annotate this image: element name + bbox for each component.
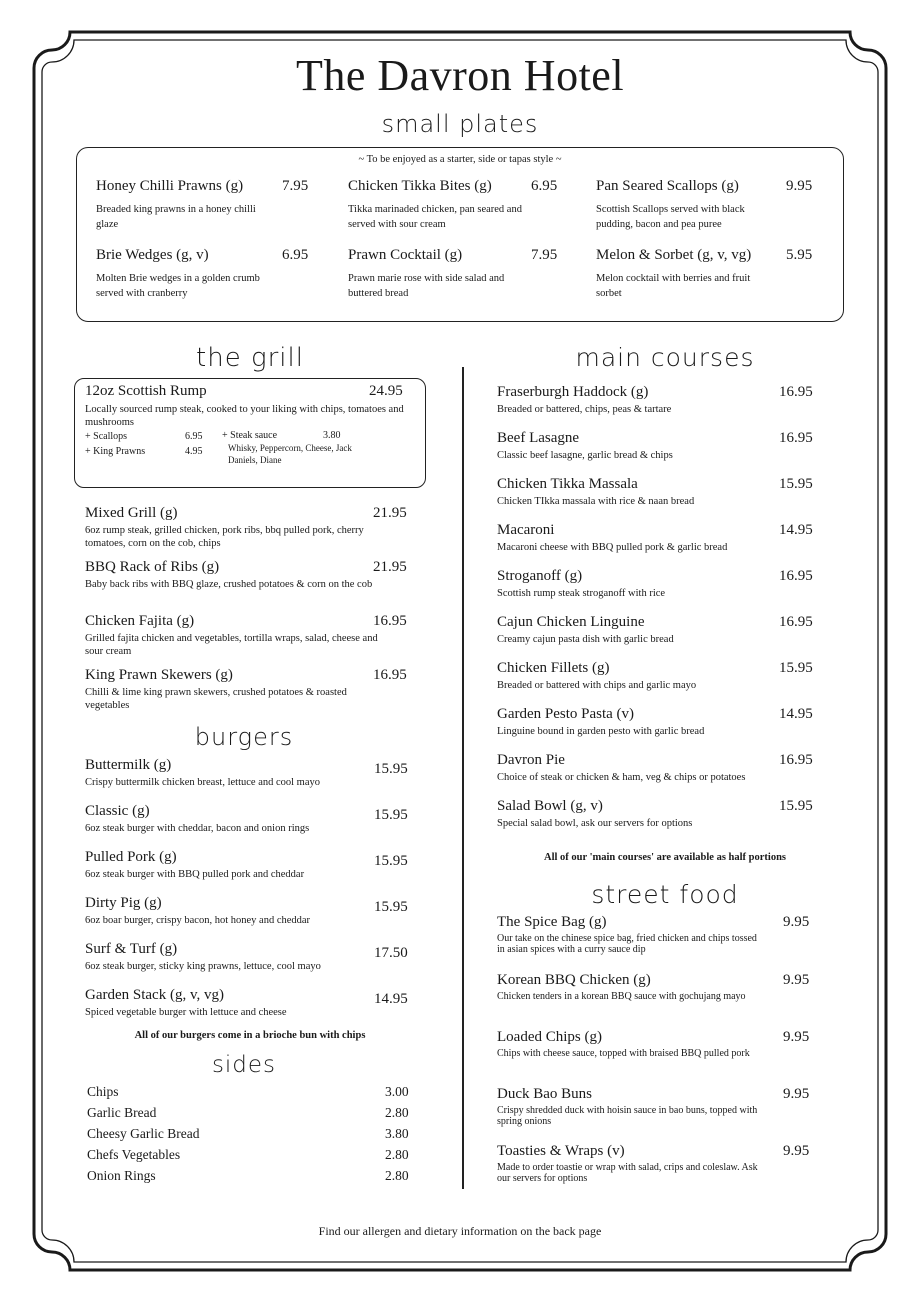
item-name: Honey Chilli Prawns (g) [96, 178, 244, 194]
item-name: Korean BBQ Chicken (g) [497, 972, 651, 988]
item-description: Crispy shredded duck with hoisin sauce in bao buns, topped with spring onions [497, 1105, 758, 1127]
addon-label: + Scallops [85, 431, 128, 442]
steak-sauce-options: Whisky, Peppercorn, Cheese, Jack Daniels, Diane [228, 443, 352, 465]
menu-item [85, 895, 415, 927]
item-description: Breaded or battered with chips and garlic mayo [497, 680, 697, 691]
menu-item [497, 972, 819, 1002]
menu-item [497, 430, 819, 462]
item-name: Prawn Cocktail (g) [348, 247, 463, 263]
menu-item [497, 706, 819, 738]
sides-list [87, 1084, 417, 1189]
addon-price: 4.95 [185, 446, 203, 457]
item-name: Garden Stack (g, v, vg) [85, 987, 224, 1003]
menu-item [497, 660, 819, 692]
main-courses-note: All of our 'main courses' are available as half portions [544, 852, 786, 863]
menu-item [85, 849, 415, 881]
item-price: 21.95 [373, 505, 407, 521]
item-name: Salad Bowl (g, v) [497, 798, 603, 814]
item-description: Breaded king prawns in a honey chilli glaze [96, 204, 256, 230]
item-description: Our take on the chinese spice bag, fried chicken and chips tossed in asian spices with a curry sauce dip [497, 933, 757, 955]
small-plate-item [348, 178, 563, 232]
small-plate-item [596, 247, 821, 301]
item-description: 6oz steak burger with cheddar, bacon and onion rings [85, 823, 310, 834]
item-description: Special salad bowl, ask our servers for options [497, 818, 693, 829]
item-description: Spiced vegetable burger with lettuce and cheese [85, 1007, 287, 1018]
menu-item [85, 803, 415, 835]
menu-item [497, 752, 819, 784]
item-name: Garden Pesto Pasta (v) [497, 706, 635, 722]
grill-addons [85, 431, 415, 467]
item-description: Chicken tenders in a korean BBQ sauce with gochujang mayo [497, 991, 746, 1002]
menu-item [497, 1029, 819, 1059]
item-price: 9.95 [783, 1143, 810, 1159]
item-description: Creamy cajun pasta dish with garlic bread [497, 634, 674, 645]
item-price: 15.95 [374, 853, 408, 869]
menu-item [85, 941, 415, 973]
small-plate-item [596, 178, 821, 232]
main-courses-heading: main courses [575, 343, 755, 372]
burgers-heading: burgers [194, 723, 294, 751]
item-name: Cajun Chicken Linguine [497, 614, 645, 630]
small-plate-item [96, 178, 311, 232]
hotel-name: The Davron Hotel [295, 51, 625, 100]
item-name: Dirty Pig (g) [85, 895, 162, 911]
item-price: 7.95 [282, 178, 309, 194]
item-name: Surf & Turf (g) [85, 941, 178, 957]
item-price: 15.95 [779, 660, 813, 676]
item-price: 16.95 [373, 613, 407, 629]
menu-item [85, 613, 415, 658]
item-name: Cheesy Garlic Bread [87, 1126, 200, 1141]
item-description: Melon cocktail with berries and fruit sorbet [596, 273, 751, 299]
item-name: Loaded Chips (g) [497, 1029, 602, 1045]
item-price: 14.95 [374, 991, 408, 1007]
item-price: 9.95 [783, 914, 810, 930]
item-price: 16.95 [779, 430, 813, 446]
steak-sauce-price: 3.80 [323, 430, 341, 441]
item-name: Brie Wedges (g, v) [96, 247, 209, 263]
item-price: 3.00 [385, 1084, 409, 1099]
item-name: Buttermilk (g) [85, 757, 172, 773]
menu-item [497, 914, 819, 955]
item-price: 16.95 [779, 568, 813, 584]
item-name: Macaroni [497, 522, 555, 538]
item-price: 6.95 [531, 178, 558, 194]
item-price: 14.95 [779, 522, 813, 538]
item-price: 14.95 [779, 706, 813, 722]
item-description: Scottish rump steak stroganoff with rice [497, 588, 666, 599]
item-name: Chefs Vegetables [87, 1147, 181, 1162]
item-description: Grilled fajita chicken and vegetables, tortilla wraps, salad, cheese and sour cream [85, 633, 378, 657]
street-food-heading: street food [591, 880, 739, 909]
item-description: 6oz steak burger, sticky king prawns, lettuce, cool mayo [85, 961, 321, 972]
item-name: Melon & Sorbet (g, v, vg) [596, 247, 752, 263]
item-name: The Spice Bag (g) [497, 914, 607, 930]
item-name: Toasties & Wraps (v) [497, 1143, 625, 1159]
menu-item [85, 559, 415, 591]
item-description: Breaded or battered, chips, peas & tartare [497, 404, 672, 415]
side-item [87, 1084, 417, 1105]
menu-item [85, 987, 415, 1019]
item-name: King Prawn Skewers (g) [85, 667, 233, 683]
steak-sauce-label: + Steak sauce [222, 430, 278, 441]
item-price: 9.95 [783, 972, 810, 988]
menu-item [497, 1143, 819, 1184]
item-price: 15.95 [374, 807, 408, 823]
item-price: 9.95 [786, 178, 813, 194]
side-item [87, 1105, 417, 1126]
item-name: 12oz Scottish Rump [85, 383, 207, 399]
item-name: BBQ Rack of Ribs (g) [85, 559, 220, 575]
item-description: Classic beef lasagne, garlic bread & chips [497, 450, 673, 461]
menu-item [497, 614, 819, 646]
menu-item [497, 798, 819, 830]
side-item [87, 1126, 417, 1147]
small-plate-item [348, 247, 563, 301]
grill-heading: the grill [196, 343, 304, 373]
item-description: 6oz rump steak, grilled chicken, pork ribs, bbq pulled pork, cherry tomatoes, corn on the cob, chips [85, 525, 364, 549]
item-description: Chicken TIkka massala with rice & naan bread [497, 496, 695, 507]
burgers-note: All of our burgers come in a brioche bun with chips [134, 1030, 366, 1041]
item-price: 2.80 [385, 1147, 409, 1162]
item-name: Chicken Tikka Bites (g) [348, 178, 492, 194]
item-price: 9.95 [783, 1029, 810, 1045]
item-description: 6oz boar burger, crispy bacon, hot honey and cheddar [85, 915, 311, 926]
item-name: Chips [87, 1084, 119, 1099]
item-description: Prawn marie rose with side salad and buttered bread [348, 273, 505, 299]
item-description: Chilli & lime king prawn skewers, crushed potatoes & roasted vegetables [85, 687, 347, 711]
item-description: Linguine bound in garden pesto with garlic bread [497, 726, 705, 737]
item-price: 24.95 [369, 383, 403, 399]
sides-heading: sides [211, 1052, 277, 1078]
column-divider [462, 367, 464, 1189]
item-price: 21.95 [373, 559, 407, 575]
item-description: Molten Brie wedges in a golden crumb served with cranberry [96, 273, 260, 299]
small-plate-item [96, 247, 311, 301]
item-price: 16.95 [779, 384, 813, 400]
item-description: Locally sourced rump steak, cooked to your liking with chips, tomatoes and mushrooms [85, 404, 404, 428]
item-name: Chicken Fajita (g) [85, 613, 195, 629]
item-price: 15.95 [374, 899, 408, 915]
item-price: 2.80 [385, 1168, 409, 1183]
item-name: Chicken Tikka Massala [497, 476, 638, 492]
item-description: Baby back ribs with BBQ glaze, crushed potatoes & corn on the cob [85, 579, 373, 590]
item-description: Macaroni cheese with BBQ pulled pork & garlic bread [497, 542, 728, 553]
item-name: Mixed Grill (g) [85, 505, 178, 521]
item-name: Stroganoff (g) [497, 568, 583, 584]
small-plates-heading: small plates [381, 110, 539, 138]
menu-item [497, 1086, 819, 1127]
item-description: Choice of steak or chicken & ham, veg & chips or potatoes [497, 772, 746, 783]
allergen-footer: Find our allergen and dietary information on the back page [318, 1224, 602, 1238]
grill-feature [85, 383, 415, 467]
item-description: Made to order toastie or wrap with salad, crips and coleslaw. Ask our servers for options [497, 1162, 758, 1184]
addon-price: 6.95 [185, 431, 203, 442]
item-price: 3.80 [385, 1126, 409, 1141]
item-description: Chips with cheese sauce, topped with braised BBQ pulled pork [497, 1048, 750, 1059]
item-name: Pulled Pork (g) [85, 849, 177, 865]
menu-item [497, 522, 819, 554]
item-price: 17.50 [374, 945, 408, 961]
item-price: 15.95 [779, 476, 813, 492]
item-description: Crispy buttermilk chicken breast, lettuce and cool mayo [85, 777, 321, 788]
menu-item [497, 568, 819, 600]
item-price: 7.95 [531, 247, 558, 263]
item-name: Fraserburgh Haddock (g) [497, 384, 649, 400]
item-description: 6oz steak burger with BBQ pulled pork and cheddar [85, 869, 305, 880]
item-name: Beef Lasagne [497, 430, 580, 446]
menu-item [85, 667, 415, 712]
item-name: Classic (g) [85, 803, 150, 819]
item-name: Garlic Bread [87, 1105, 157, 1120]
addon-label: + King Prawns [85, 446, 146, 457]
side-item [87, 1147, 417, 1168]
item-description: Scottish Scallops served with black pudding, bacon and pea puree [596, 204, 745, 230]
small-plates-note: ~ To be enjoyed as a starter, side or tapas style ~ [358, 154, 562, 165]
item-name: Duck Bao Buns [497, 1086, 592, 1102]
item-price: 2.80 [385, 1105, 409, 1120]
item-price: 16.95 [779, 752, 813, 768]
item-name: Pan Seared Scallops (g) [596, 178, 739, 194]
menu-item [85, 505, 415, 550]
item-price: 6.95 [282, 247, 309, 263]
item-description: Tikka marinaded chicken, pan seared and served with sour cream [348, 204, 522, 230]
side-item [87, 1168, 417, 1189]
item-name: Davron Pie [497, 752, 565, 768]
item-price: 16.95 [779, 614, 813, 630]
item-price: 5.95 [786, 247, 813, 263]
menu-item [497, 476, 819, 508]
item-price: 15.95 [779, 798, 813, 814]
item-price: 16.95 [373, 667, 407, 683]
item-name: Chicken Fillets (g) [497, 660, 610, 676]
item-price: 9.95 [783, 1086, 810, 1102]
menu-item [85, 757, 415, 789]
menu-item [497, 384, 819, 416]
item-name: Onion Rings [87, 1168, 156, 1183]
item-price: 15.95 [374, 761, 408, 777]
